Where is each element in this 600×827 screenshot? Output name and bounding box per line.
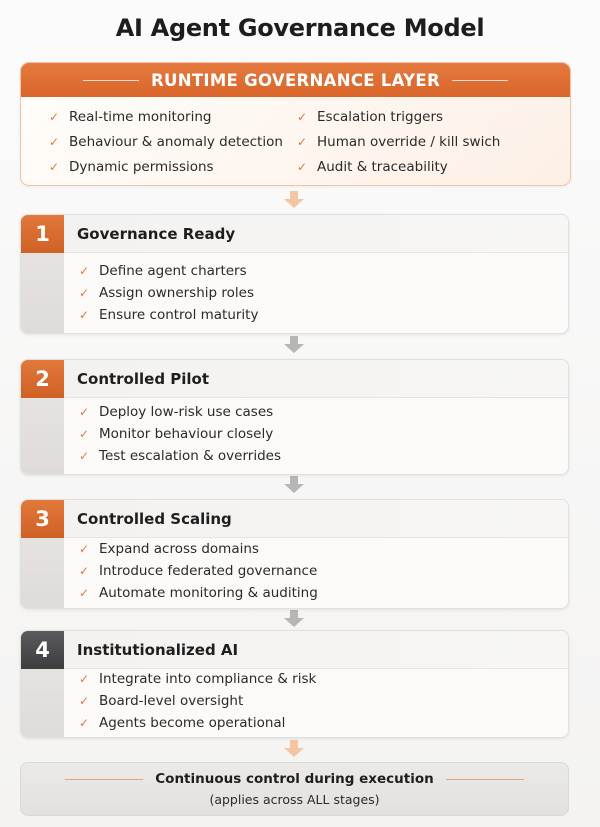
stage-item <box>79 538 318 560</box>
stage-items <box>79 401 281 467</box>
stage-title: Controlled Scaling <box>64 500 568 538</box>
stage-number-badge: 2 <box>21 360 64 398</box>
check-icon: ✓ <box>79 286 90 300</box>
check-icon: ✓ <box>49 135 60 149</box>
stage-item <box>79 445 281 467</box>
check-icon: ✓ <box>79 716 90 730</box>
check-icon: ✓ <box>79 405 90 419</box>
stage-item-label: Monitor behaviour closely <box>99 426 274 442</box>
stage-number-badge: 3 <box>21 500 64 538</box>
runtime-item-label: Audit & traceability <box>317 159 448 175</box>
stage-item <box>79 401 281 423</box>
check-icon: ✓ <box>79 672 90 686</box>
check-icon: ✓ <box>79 308 90 322</box>
stage-number-badge: 1 <box>21 215 64 253</box>
stage-item-label: Integrate into compliance & risk <box>99 671 317 687</box>
stage-card-3 <box>20 499 569 609</box>
footer-divider-left <box>65 779 143 780</box>
stage-item-label: Board-level oversight <box>99 693 244 709</box>
runtime-header <box>21 63 570 97</box>
stage-item-label: Introduce federated governance <box>99 563 318 579</box>
stage-title: Controlled Pilot <box>64 360 568 398</box>
runtime-item <box>297 132 571 152</box>
runtime-item-label: Human override / kill swich <box>317 134 501 150</box>
runtime-item-label: Behaviour & anomaly detection <box>69 134 283 150</box>
stage-item <box>79 582 318 604</box>
check-icon: ✓ <box>297 135 308 149</box>
continuous-control-footer <box>20 762 569 816</box>
stage-card-4 <box>20 630 569 738</box>
stage-item-label: Automate monitoring & auditing <box>99 585 318 601</box>
stage-item <box>79 712 316 734</box>
stage-items <box>79 260 258 326</box>
runtime-item <box>297 157 571 177</box>
footer-subtitle: (applies across ALL stages) <box>209 792 380 807</box>
stage-items <box>79 668 316 734</box>
header-divider-right <box>452 80 508 81</box>
check-icon: ✓ <box>79 694 90 708</box>
footer-divider-right <box>446 779 524 780</box>
check-icon: ✓ <box>79 564 90 578</box>
check-icon: ✓ <box>297 160 308 174</box>
runtime-item-label: Real-time monitoring <box>69 109 212 125</box>
footer-title: Continuous control during execution <box>155 771 434 787</box>
check-icon: ✓ <box>49 160 60 174</box>
stage-item-label: Define agent charters <box>99 263 247 279</box>
stage-item <box>79 690 316 712</box>
stage-item-label: Deploy low-risk use cases <box>99 404 274 420</box>
stage-item-label: Agents become operational <box>99 715 286 731</box>
check-icon: ✓ <box>49 110 60 124</box>
check-icon: ✓ <box>297 110 308 124</box>
stage-item-label: Ensure control maturity <box>99 307 259 323</box>
runtime-item-label: Dynamic permissions <box>69 159 214 175</box>
stage-items <box>79 538 318 604</box>
runtime-governance-panel <box>20 62 571 186</box>
stage-card-2 <box>20 359 569 475</box>
stage-title: Institutionalized AI <box>64 631 568 669</box>
page-title: AI Agent Governance Model <box>115 14 485 42</box>
footer-main-row <box>21 771 568 787</box>
runtime-item <box>49 132 297 152</box>
check-icon: ✓ <box>79 586 90 600</box>
check-icon: ✓ <box>79 449 90 463</box>
runtime-item-label: Escalation triggers <box>317 109 444 125</box>
stage-item <box>79 560 318 582</box>
runtime-item <box>49 157 297 177</box>
runtime-items <box>21 97 570 177</box>
check-icon: ✓ <box>79 542 90 556</box>
stage-card-1 <box>20 214 569 334</box>
check-icon: ✓ <box>79 264 90 278</box>
runtime-header-label: RUNTIME GOVERNANCE LAYER <box>151 70 440 90</box>
runtime-item <box>297 107 571 127</box>
stage-item-label: Test escalation & overrides <box>99 448 281 464</box>
stage-item-label: Expand across domains <box>99 541 259 557</box>
stage-item <box>79 260 258 282</box>
stage-item <box>79 282 258 304</box>
stage-item-label: Assign ownership roles <box>99 285 254 301</box>
stage-item <box>79 304 258 326</box>
check-icon: ✓ <box>79 427 90 441</box>
stage-number-badge: 4 <box>21 631 64 669</box>
stage-item <box>79 423 281 445</box>
stage-title: Governance Ready <box>64 215 568 253</box>
runtime-item <box>49 107 297 127</box>
header-divider-left <box>83 80 139 81</box>
stage-item <box>79 668 316 690</box>
